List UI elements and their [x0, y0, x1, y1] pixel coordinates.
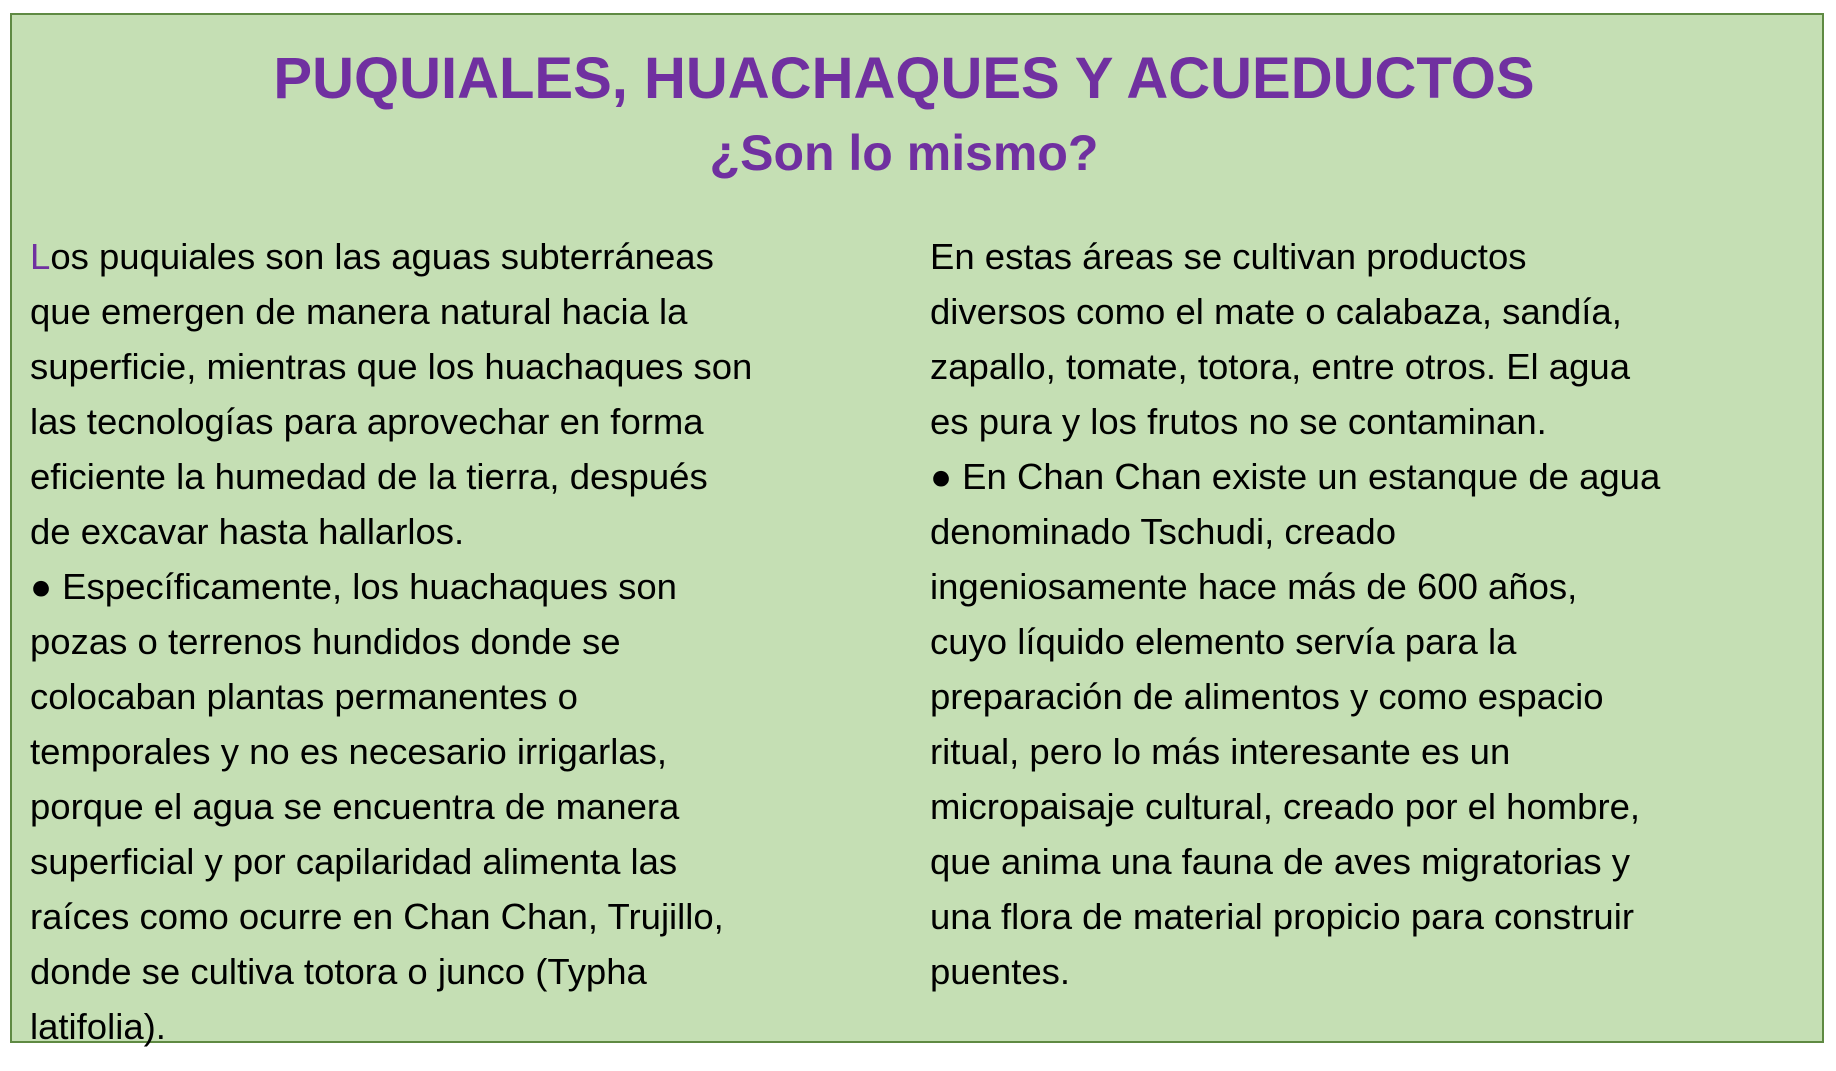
right-line: puentes.	[930, 951, 1071, 992]
right-line: ritual, pero lo más interesante es un	[930, 731, 1511, 772]
right-line: es pura y los frutos no se contaminan.	[930, 401, 1547, 442]
right-line: denominado Tschudi, creado	[930, 511, 1397, 552]
page-subtitle: ¿Son lo mismo?	[709, 125, 1099, 181]
right-line: ingeniosamente hace más de 600 años,	[930, 566, 1578, 607]
right-line: preparación de alimentos y como espacio	[930, 676, 1604, 717]
left-first-line-text: os puquiales son las aguas subterráneas	[50, 236, 714, 277]
left-line: porque el agua se encuentra de manera	[30, 786, 680, 827]
right-column	[930, 229, 1810, 999]
left-line: superficial y por capilaridad alimenta las	[30, 841, 678, 882]
left-line: de excavar hasta hallarlos.	[30, 511, 465, 552]
right-bullet-line: ● En Chan Chan existe un estanque de agua	[930, 456, 1661, 497]
dropcap-letter: L	[30, 236, 51, 277]
left-line: colocaban plantas permanentes o	[30, 676, 578, 717]
right-line: diversos como el mate o calabaza, sandía,	[930, 291, 1622, 332]
left-line: las tecnologías para aprovechar en forma	[30, 401, 704, 442]
left-bullet-line: ● Específicamente, los huachaques son	[30, 566, 677, 607]
left-column	[30, 229, 910, 1054]
left-line: latifolia).	[30, 1006, 166, 1047]
right-line: que anima una fauna de aves migratorias y	[930, 841, 1631, 882]
left-line: superficie, mientras que los huachaques son	[30, 346, 753, 387]
info-panel	[10, 13, 1824, 1047]
right-line: cuyo líquido elemento servía para la	[930, 621, 1517, 662]
right-line: zapallo, tomate, totora, entre otros. El agua	[930, 346, 1630, 387]
left-line: donde se cultiva totora o junco (Typha	[30, 951, 647, 992]
page-title: PUQUIALES, HUACHAQUES Y ACUEDUCTOS	[273, 46, 1535, 111]
right-line: micropaisaje cultural, creado por el hombre,	[930, 786, 1641, 827]
left-line: pozas o terrenos hundidos donde se	[30, 621, 621, 662]
left-first-line	[30, 229, 910, 284]
left-line: que emergen de manera natural hacia la	[30, 291, 688, 332]
right-line: En estas áreas se cultivan productos	[930, 236, 1527, 277]
left-line: temporales y no es necesario irrigarlas,	[30, 731, 668, 772]
left-line: eficiente la humedad de la tierra, después	[30, 456, 708, 497]
left-line: raíces como ocurre en Chan Chan, Trujillo,	[30, 896, 724, 937]
right-line: una flora de material propicio para construir	[930, 896, 1634, 937]
